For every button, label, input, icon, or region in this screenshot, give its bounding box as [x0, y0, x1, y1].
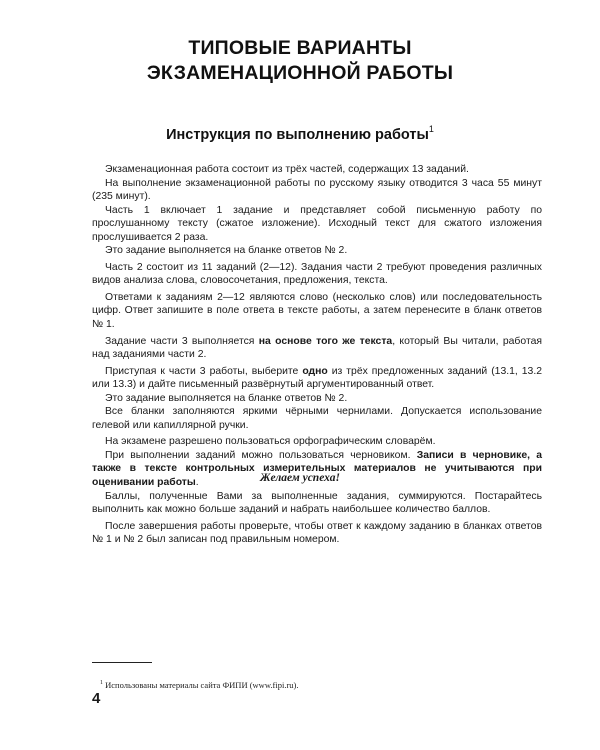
- page-number: 4: [92, 690, 101, 707]
- paragraph-1: Экзаменационная работа состоит из трёх частей, содержащих 13 заданий.: [105, 164, 469, 175]
- paragraph-12-text: При выполнении заданий можно пользоваться черновиком.: [105, 449, 417, 461]
- footnote-ref: 1: [100, 680, 103, 687]
- paragraph-8-emphasis: одно: [302, 365, 328, 377]
- footnote-text: Использованы материалы сайта ФИПИ (www.fipi.ru).: [105, 680, 299, 690]
- instruction-heading-text: Инструкция по выполнению работы: [166, 126, 429, 143]
- paragraph-8-text-end: из трёх предложенных заданий (13.1, 13.2 или 13.3) и дайте письменный развёрнутый аргументированный ответ.: [92, 365, 542, 391]
- footnote-marker: 1: [428, 124, 434, 134]
- instruction-heading: [0, 125, 600, 143]
- page-title-line-2: ЭКЗАМЕНАЦИОННОЙ РАБОТЫ: [146, 62, 454, 84]
- paragraph-14: После завершения работы проверьте, чтобы ответ к каждому заданию в бланках ответов № 1 и № 2 был записан под правильным номером.: [92, 520, 542, 546]
- instruction-body: [92, 163, 542, 547]
- paragraph-11: На экзамене разрешено пользоваться орфографическим словарём.: [105, 436, 436, 448]
- paragraph-8-text: Приступая к части 3 работы, выберите: [105, 365, 303, 377]
- paragraph-5: Часть 2 состоит из 11 заданий (2—12). Задания части 2 требуют проведения различных видов анализа слова, словосочетания, предложения, текста.: [92, 261, 542, 287]
- paragraph-7-text-end: , который Вы читали, работая над заданиями части 2.: [92, 335, 542, 361]
- paragraph-12-emphasis: Записи в черновике, а также в тексте контрольных измерительных материалов не учитываются при оценивании работы: [92, 449, 543, 489]
- paragraph-6: Ответами к заданиям 2—12 являются слово (несколько слов) или последовательность цифр. Ответ запишите в поле ответа в тексте работы, а затем перенесите в бланк ответов № 1.: [92, 291, 542, 331]
- closing-wish: Желаем успеха!: [260, 472, 340, 484]
- paragraph-7-text: Задание части 3 выполняется: [105, 335, 259, 347]
- paragraph-3: Часть 1 включает 1 задание и представляет собой письменную работу по прослушанному тексту (сжатое изложение). Исходный текст для сжатого изложения прослушивается 2 раза.: [92, 204, 542, 243]
- page-title-line-1: ТИПОВЫЕ ВАРИАНТЫ: [188, 37, 412, 59]
- paragraph-2: На выполнение экзаменационной работы по русскому языку отводится 3 часа 55 минут (235 минут).: [92, 177, 542, 203]
- paragraph-4: Это задание выполняется на бланке ответов № 2.: [105, 245, 348, 257]
- paragraph-7: [92, 335, 542, 362]
- footnote: [100, 680, 299, 690]
- paragraph-13: Баллы, полученные Вами за выполненные задания, суммируются. Постарайтесь выполнить как можно больше заданий и набрать наибольшее количество баллов.: [92, 490, 542, 516]
- footnote-divider: [92, 662, 152, 663]
- paragraph-7-emphasis: на основе того же текста: [258, 335, 393, 347]
- paragraph-12-text-end: .: [195, 477, 199, 489]
- paragraph-9: Это задание выполняется на бланке ответов № 2.: [105, 392, 348, 404]
- paragraph-10: Все бланки заполняются яркими чёрными чернилами. Допускается использование гелевой или капиллярной ручки.: [92, 406, 542, 431]
- paragraph-8: [92, 365, 542, 392]
